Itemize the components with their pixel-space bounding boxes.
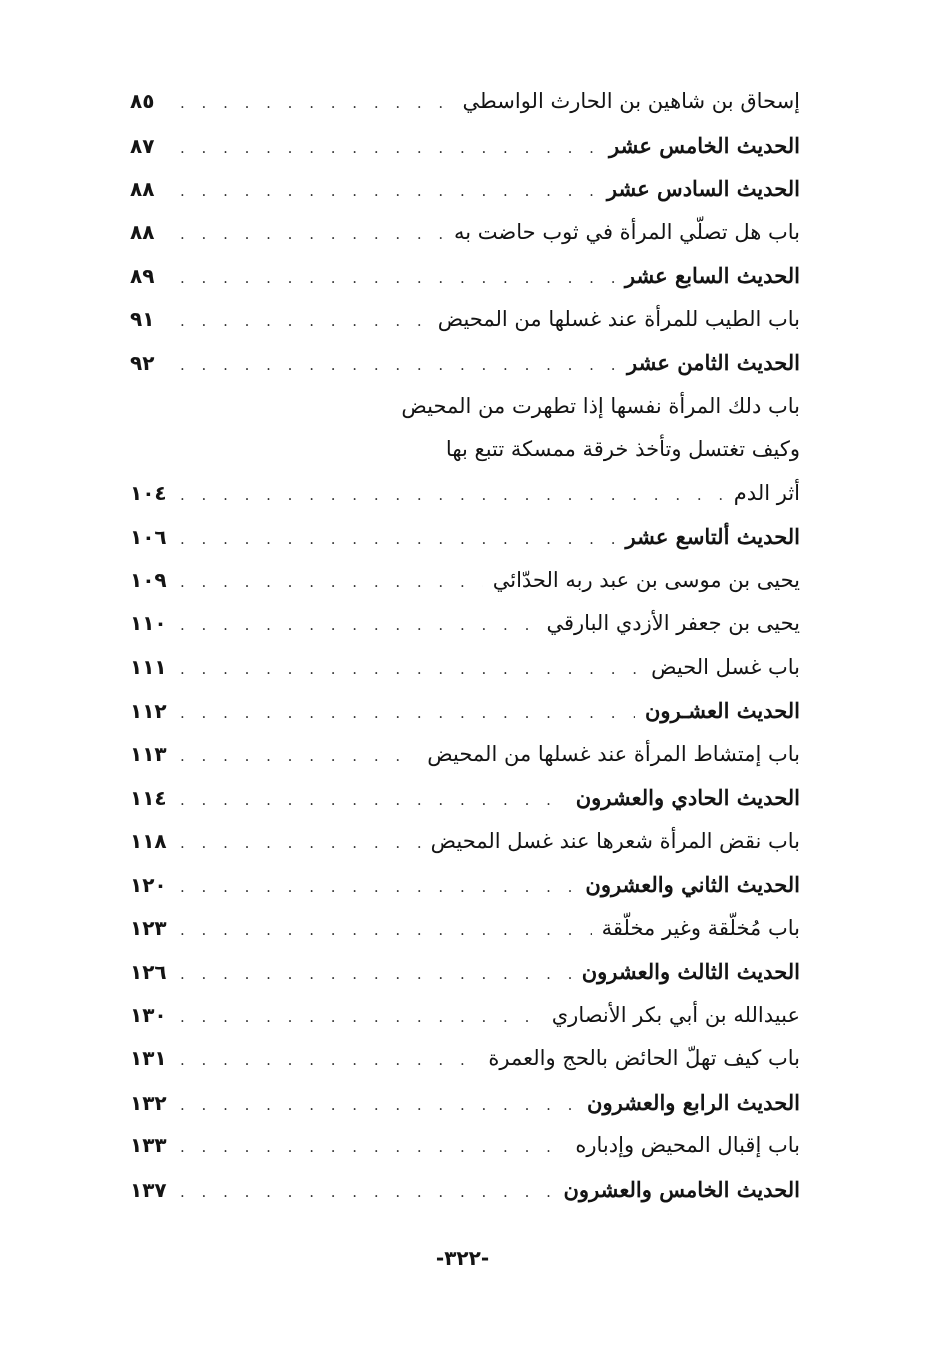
toc-entry-page: ١٠٩ [130, 567, 167, 592]
toc-entry-title: باب إقبال المحيض وإدباره [575, 1133, 800, 1157]
toc-entry-page: ١٣٠ [130, 1002, 167, 1027]
toc-entry-page: ١٠٤ [130, 480, 167, 505]
toc-entry-page: ١٢٣ [130, 915, 167, 940]
toc-entry-title: يحيى بن جعفر الأزدي البارقي [546, 611, 800, 635]
toc-entry-title: باب إمتشاط المرأة عند غسلها من المحيض [427, 741, 800, 766]
toc-entry-page: ١٣١ [130, 1046, 167, 1070]
dot-leader [174, 344, 617, 388]
toc-entry [130, 124, 800, 168]
dot-leader [174, 692, 635, 736]
toc-entry-page: ١١٤ [130, 786, 167, 810]
dot-leader [174, 1126, 565, 1170]
toc-entry-page: ١٣٣ [130, 1133, 167, 1157]
toc-entry-title: الحديث الخامس والعشرون [563, 1176, 800, 1202]
toc-entry-page: ١٠٦ [130, 525, 167, 549]
toc-entry-title: الحديث السابع عشر [624, 263, 800, 288]
toc-entry-title: الحديث الثامن عشر [627, 350, 800, 375]
toc-entry-title: باب دلك المرأة نفسها إذا تطهرت من المحيض [401, 393, 800, 418]
toc-entry-title: أثر الدم [733, 480, 800, 505]
toc-entry-title: باب مُخلّقة وغير مخلّقة [601, 915, 800, 940]
toc-entry [130, 776, 800, 820]
dot-leader [174, 213, 444, 257]
toc-entry [130, 602, 800, 646]
toc-entry [130, 428, 800, 472]
toc-entry [130, 994, 800, 1038]
toc-entry-page: ٨٨ [130, 177, 155, 201]
toc-entry-page: ٩٢ [130, 351, 155, 375]
toc-entry [130, 211, 800, 255]
toc-entry-title: باب الطيب للمرأة عند غسلها من المحيض [437, 306, 800, 331]
toc-entry [130, 167, 800, 211]
toc-entry [130, 559, 800, 603]
toc-entry [130, 646, 800, 690]
toc-entry-page: ١١٠ [130, 611, 167, 635]
toc-entry [130, 298, 800, 342]
dot-leader [174, 1171, 554, 1215]
toc-entry-page: ١٣٧ [130, 1177, 167, 1202]
toc-entry [130, 950, 800, 994]
toc-entry-title: باب غسل الحيض [651, 654, 800, 679]
toc-entry-page: ١١١ [130, 654, 167, 679]
toc-entry [130, 1037, 800, 1081]
toc-entry [130, 820, 800, 864]
dot-leader [174, 648, 641, 692]
toc-entry-page: ١٣٢ [130, 1090, 167, 1115]
toc-entry-page: ١١٨ [130, 828, 167, 853]
dot-leader [174, 953, 572, 997]
toc-entry-title: الحديث الحادي والعشرون [575, 785, 800, 810]
toc-entry-title: باب كيف تهلّ الحائض بالحج والعمرة [488, 1046, 800, 1070]
toc-entry [130, 472, 800, 516]
toc-entry-title: الحديث الثالث والعشرون [581, 959, 800, 984]
toc-entry-title: باب هل تصلّي المرأة في ثوب حاضت به [454, 219, 800, 244]
dot-leader [174, 1084, 577, 1128]
toc-entry [130, 863, 800, 907]
dot-leader [174, 909, 592, 953]
toc-entry [130, 385, 800, 429]
toc-entry-page: ٩١ [130, 306, 155, 331]
toc-entry-page: ١١٣ [130, 741, 167, 766]
table-of-contents [130, 80, 800, 1211]
toc-entry-page: ١١٢ [130, 699, 167, 723]
dot-leader [174, 735, 417, 779]
page-number: -٣٢٢- [435, 1246, 490, 1270]
toc-entry-title: عبيدالله بن أبي بكر الأنصاري [551, 1002, 800, 1027]
toc-entry-page: ٨٨ [130, 219, 155, 244]
dot-leader [174, 300, 428, 344]
dot-leader [174, 1039, 478, 1083]
toc-entry-page: ٨٥ [130, 89, 155, 113]
toc-entry-page: ١٢٠ [130, 873, 167, 897]
toc-entry [130, 1081, 800, 1125]
toc-entry [130, 254, 800, 298]
toc-entry [130, 1124, 800, 1168]
toc-entry [130, 689, 800, 733]
toc-entry [130, 907, 800, 951]
dot-leader [174, 474, 724, 518]
dot-leader [174, 82, 453, 126]
toc-entry-title: باب نقض المرأة شعرها عند غسل المحيض [430, 828, 800, 853]
dot-leader [174, 604, 537, 648]
dot-leader [174, 822, 421, 866]
toc-entry-title: الحديث الخامس عشر [609, 132, 800, 158]
toc-entry-page: ٨٧ [130, 133, 155, 158]
toc-entry-page: ١٢٦ [130, 960, 167, 984]
toc-entry [130, 515, 800, 559]
toc-entry [130, 1168, 800, 1212]
dot-leader [174, 996, 542, 1040]
dot-leader [174, 779, 566, 823]
dot-leader [174, 170, 597, 214]
toc-entry-title: إسحاق بن شاهين بن الحارث الواسطي [462, 89, 800, 113]
dot-leader [174, 518, 616, 562]
toc-entry-title: الحديث الرابع والعشرون [587, 1089, 800, 1115]
dot-leader [174, 866, 575, 910]
toc-entry-title: الحديث العشـرون [645, 698, 800, 723]
toc-entry [130, 733, 800, 777]
toc-entry-title: يحيى بن موسى بن عبد ربه الحدّائي [492, 567, 800, 592]
toc-entry [130, 341, 800, 385]
toc-entry-title: وكيف تغتسل وتأخذ خرقة ممسكة تتبع بها [445, 437, 800, 461]
toc-entry [130, 80, 800, 124]
dot-leader [174, 561, 483, 605]
dot-leader [174, 127, 599, 171]
toc-entry-title: الحديث ألتاسع عشر [625, 524, 800, 549]
toc-entry-title: الحديث السادس عشر [606, 176, 800, 201]
dot-leader [174, 257, 615, 301]
toc-entry-page: ٨٩ [130, 264, 155, 288]
toc-entry-title: الحديث الثاني والعشرون [585, 872, 800, 897]
